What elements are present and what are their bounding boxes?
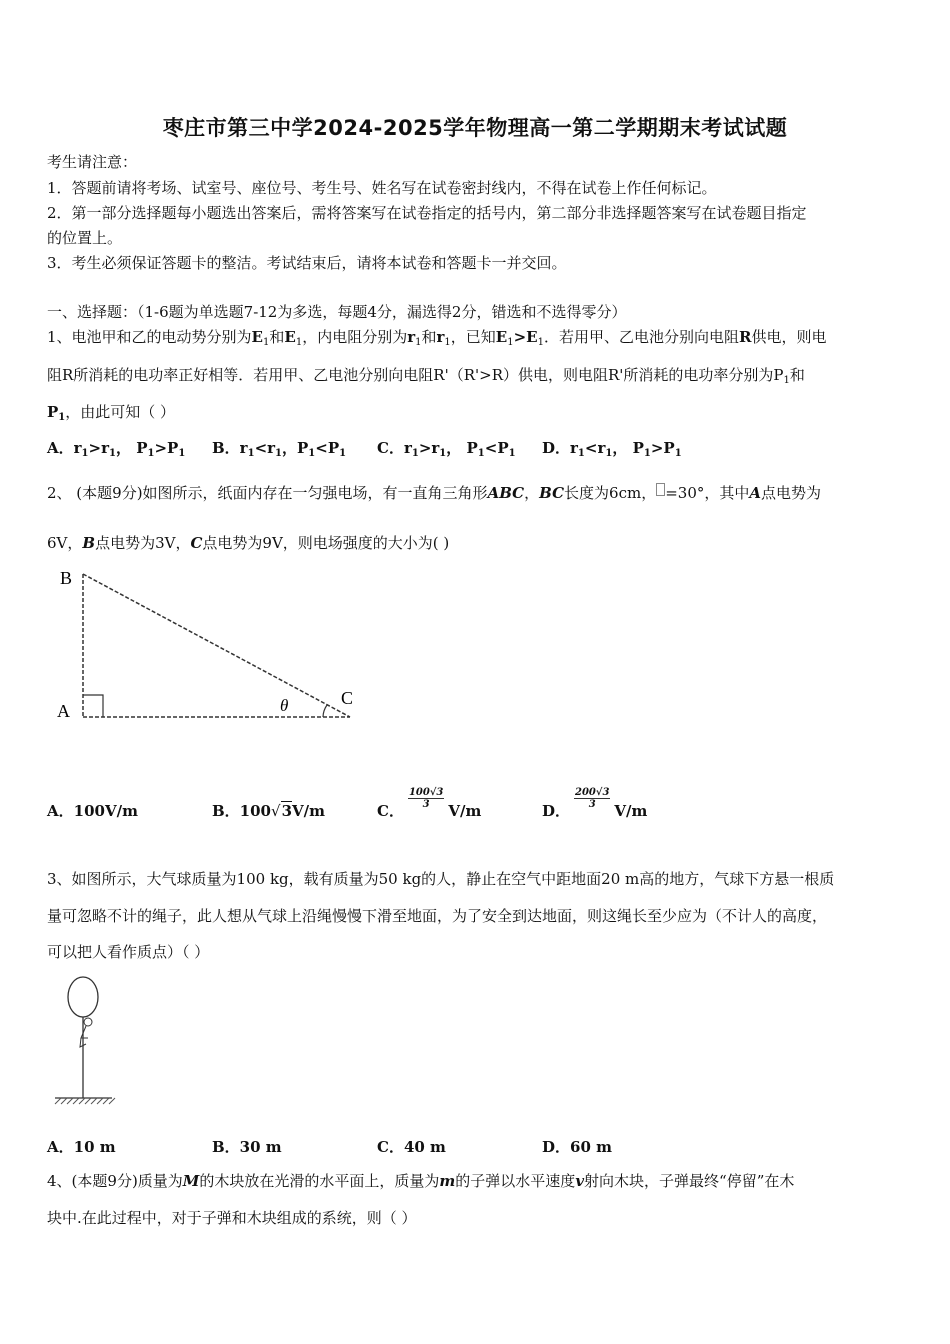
option-text: <P: [484, 439, 509, 457]
sqrt-radicand: 3: [281, 802, 292, 820]
q1-sub: 1: [262, 337, 270, 348]
q1-text: 供电，则电: [751, 328, 827, 346]
option-text: ， P: [612, 439, 644, 457]
option-label: A．r: [47, 439, 82, 457]
q2-text: 长度为6cm，: [564, 484, 657, 502]
question-4-line-2: 块中.在此过程中，对于子弹和木块组成的系统，则（ ）: [47, 1209, 417, 1227]
section-heading: 一、选择题：（1-6题为单选题7-12为多选，每题4分，漏选得2分，错选和不选得零分）: [47, 303, 627, 321]
q1-sub: 1: [415, 337, 422, 348]
q1-sub: 1: [178, 448, 186, 459]
q1-e1: E: [251, 328, 263, 346]
q4-text: 射向木块，子弹最终“停留”在木: [584, 1172, 795, 1190]
q1-e1: E: [495, 328, 508, 346]
q2-text: ，: [524, 484, 540, 502]
q2-var: A: [749, 484, 761, 502]
q1-sub: 1: [81, 448, 89, 459]
q4-var: M: [182, 1172, 200, 1190]
option-label: C．r: [377, 439, 412, 457]
q1-sub: 1: [507, 337, 514, 348]
option-text: ， P: [115, 439, 148, 457]
triangle-figure: [40, 560, 370, 730]
question-1-line-1: [47, 327, 827, 353]
fraction-numerator: 100√3: [408, 786, 444, 798]
person-body: [80, 1026, 88, 1047]
q2-option-d[interactable]: [542, 786, 648, 820]
option-text: >P: [650, 439, 675, 457]
q1-sub: 1: [444, 337, 451, 348]
question-3-line-3: 可以把人看作质点）（ ）: [47, 943, 210, 961]
fraction-denominator: 3: [422, 798, 430, 810]
q2-text: 2、 (本题9分)如图所示，纸面内存在一匀强电场，有一直角三角形: [47, 484, 488, 502]
question-3-line-2: 量可忽略不计的绳子，此人想从气球上沿绳慢慢下滑至地面，为了安全到达地面，则这绳长至少应为（不计人的高度，: [47, 907, 828, 925]
option-label: C．: [377, 802, 404, 820]
q1-r1: r: [407, 328, 416, 346]
q1-sub: 1: [537, 337, 544, 348]
q3-option-a[interactable]: A．10 m: [47, 1138, 116, 1156]
q2-var: C: [190, 534, 203, 552]
option-text: ，P: [282, 439, 309, 457]
notice-item-2-cont: 的位置上。: [47, 229, 123, 247]
q2-var: B: [82, 534, 96, 552]
q4-text: 的子弹以水平速度: [455, 1172, 576, 1190]
q3-option-b[interactable]: B．30 m: [212, 1138, 282, 1156]
option-label: D．r: [542, 439, 578, 457]
q1-text: ，由此可知（ ）: [65, 403, 176, 421]
q3-option-d[interactable]: D．60 m: [542, 1138, 612, 1156]
q1-option-d[interactable]: [542, 437, 682, 459]
ground-hatch: [55, 1098, 115, 1104]
page-title: 枣庄市第三中学2024-2025学年物理高一第二学期期末考试试题: [162, 116, 788, 140]
balloon: [68, 977, 98, 1017]
q2-text: 点电势为3V，: [95, 534, 191, 552]
notice-item-2: 2．第一部分选择题每小题选出答案后，需将答案写在试卷指定的括号内，第二部分非选择题答案写在试卷题目指定: [47, 204, 807, 222]
label-c: C: [341, 688, 354, 708]
question-2-line-2: [47, 533, 449, 553]
q1-r1: r: [436, 328, 445, 346]
option-text: V/m: [448, 802, 482, 820]
q2-option-c[interactable]: [377, 786, 482, 820]
q1-text: ．若用甲、乙电池分别向电阻: [544, 328, 740, 346]
q1-sub: 1: [58, 412, 66, 423]
option-text: <r: [584, 439, 606, 457]
q1-e1: E: [284, 328, 296, 346]
option-label: B．r: [212, 439, 248, 457]
q1-sub: 1: [477, 448, 485, 459]
question-4-line-1: [47, 1171, 794, 1191]
fraction-denominator: 3: [588, 798, 596, 810]
label-a: A: [57, 701, 70, 721]
q1-e1: >E: [513, 328, 538, 346]
option-text: V/m: [292, 802, 325, 820]
q2-var: ABC: [487, 484, 525, 502]
notice-heading: 考生请注意：: [47, 153, 138, 171]
fraction: [574, 787, 610, 810]
option-text: B．100: [212, 802, 271, 820]
q4-text: 4、(本题9分)质量为: [47, 1172, 183, 1190]
option-text: V/m: [614, 802, 648, 820]
option-text: >r: [88, 439, 109, 457]
fraction-numerator: 200√3: [575, 786, 610, 798]
label-theta: θ: [280, 696, 289, 715]
question-1-line-2: [47, 365, 805, 391]
side-bc: [83, 574, 350, 717]
q2-var: BC: [539, 484, 565, 502]
question-2-line-1: [47, 483, 821, 503]
option-label: D．: [542, 802, 571, 820]
q2-option-a[interactable]: A．100V/m: [47, 802, 138, 820]
q1-sub: 1: [605, 448, 613, 459]
q1-sub: 1: [508, 448, 516, 459]
q1-sub: 1: [308, 448, 316, 459]
option-text: >r: [418, 439, 440, 457]
q1-text: 和: [789, 366, 805, 384]
q2-option-b[interactable]: B．100√3V/m: [212, 802, 325, 820]
q1-text: 1、电池甲和乙的电动势分别为: [47, 328, 252, 346]
q4-var: m: [439, 1172, 456, 1190]
q2-text: 点电势为: [761, 484, 822, 502]
q1-sub: 1: [275, 448, 283, 459]
notice-item-3: 3．考生必须保证答题卡的整洁。考试结束后，请将本试卷和答题卡一并交回。: [47, 254, 567, 272]
q1-sub: 1: [109, 448, 116, 459]
fraction: [408, 787, 444, 810]
q1-text: 和: [421, 328, 437, 346]
q1-sub: 1: [643, 448, 651, 459]
q1-sub: 1: [783, 375, 790, 386]
q1-sub: 1: [674, 448, 682, 459]
option-text: >P: [154, 439, 179, 457]
right-angle-mark: [83, 695, 103, 717]
angle-arc: [323, 705, 327, 717]
q1-sub: 1: [439, 448, 447, 459]
q3-option-c[interactable]: C．40 m: [377, 1138, 446, 1156]
person-head: [84, 1018, 92, 1026]
q1-sub: 1: [147, 448, 155, 459]
q4-text: 的木块放在光滑的水平面上，质量为: [199, 1172, 440, 1190]
label-b: B: [60, 568, 73, 588]
option-text: <r: [254, 439, 276, 457]
q1-p1: P: [47, 403, 59, 421]
q1-option-c[interactable]: [377, 437, 516, 459]
balloon-figure: [50, 972, 120, 1112]
q1-sub: 1: [577, 448, 585, 459]
q2-text: =30°，其中: [665, 484, 750, 502]
option-text: <P: [315, 439, 340, 457]
q1-sub: 1: [247, 448, 255, 459]
q1-r: R: [739, 328, 752, 346]
q2-text: 6V，: [47, 534, 83, 552]
option-text: ， P: [446, 439, 478, 457]
q1-text: 阻R所消耗的电功率正好相等．若用甲、乙电池分别向电阻R'（R'>R）供电，则电阻R'所消耗的电功率分别为P: [47, 366, 784, 384]
question-1-line-3: [47, 402, 175, 428]
q1-sub: 1: [295, 337, 303, 348]
q1-sub: 1: [339, 448, 347, 459]
q4-var: v: [575, 1172, 585, 1190]
q2-text: 点电势为9V，则电场强度的大小为( ): [202, 534, 450, 552]
q1-text: ，已知: [450, 328, 496, 346]
question-3-line-1: 3、如图所示，大气球质量为100 kg，载有质量为50 kg的人，静止在空气中距地面20 m高的地方，气球下方悬一根质: [47, 870, 835, 888]
q1-text: ，内电阻分别为: [302, 328, 408, 346]
missing-glyph-icon: [656, 483, 665, 496]
notice-item-1: 1．答题前请将考场、试室号、座位号、考生号、姓名写在试卷密封线内，不得在试卷上作任何标记。: [47, 179, 717, 197]
q1-option-b[interactable]: [212, 437, 346, 459]
q1-option-a[interactable]: [47, 437, 185, 459]
q1-text: 和: [269, 328, 285, 346]
q1-sub: 1: [411, 448, 419, 459]
